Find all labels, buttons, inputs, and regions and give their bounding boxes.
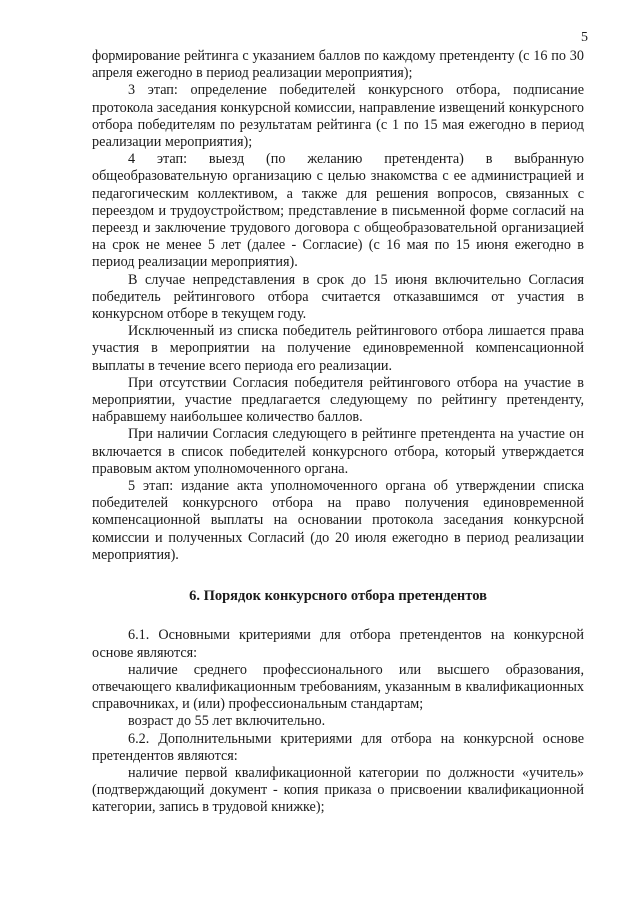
list-item: наличие первой квалификационной категории по должности «учитель» (подтверждающий документ - копия приказа о присвоении квалификационной категории, запись в трудовой книжке); <box>92 764 584 816</box>
document-body <box>92 48 584 817</box>
paragraph: формирование рейтинга с указанием баллов по каждому претенденту (с 16 по 30 апреля ежегодно в период реализации мероприятия); <box>92 48 584 82</box>
paragraph: Исключенный из списка победитель рейтингового отбора лишается права участия в мероприятии на получение единовременной компенсационной выплаты в течение всего периода его реализации. <box>92 323 584 374</box>
paragraph: 4 этап: выезд (по желанию претендента) в выбранную общеобразовательную организацию с целью знакомства с ее администрацией и педагогическим коллективом, а также для решения вопросов, связанных с переездом и трудоустройством; представление в письменной форме согласий на переезд и заключение трудового договора с общеобразовательной организацией на срок не менее 5 лет (далее - Согласие) (с 16 мая по 15 июня ежегодно в период реализации мероприятия). <box>92 151 584 271</box>
paragraph: При наличии Согласия следующего в рейтинге претендента на участие он включается в список победителей конкурсного отбора, который утверждается правовым актом уполномоченного органа. <box>92 426 584 477</box>
section-heading: 6. Порядок конкурсного отбора претендентов <box>189 588 487 605</box>
paragraph: 6.2. Дополнительными критериями для отбора на конкурсной основе претендентов являются: <box>92 730 584 764</box>
list-item: наличие среднего профессионального или высшего образования, отвечающего квалификационным требованиям, указанным в квалификационных справочниках, и (или) профессиональным стандартам; <box>92 661 584 713</box>
list-item: возраст до 55 лет включительно. <box>128 713 326 730</box>
paragraph: При отсутствии Согласия победителя рейтингового отбора на участие в мероприятии, участие предлагается следующему по рейтингу претенденту, набравшему наибольшее количество баллов. <box>92 374 584 426</box>
page-number: 5 <box>581 30 588 45</box>
paragraph: В случае непредставления в срок до 15 июня включительно Согласия победитель рейтингового отбора считается отказавшимся от участия в конкурсном отборе в текущем году. <box>92 271 584 323</box>
paragraph: 5 этап: издание акта уполномоченного органа об утверждении списка победителей конкурсного отбора на право получения единовременной компенсационной выплаты на основании протокола заседания конкурсной комиссии и полученных Согласий (до 20 июля ежегодно в период реализации мероприятия). <box>92 478 584 563</box>
paragraph: 6.1. Основными критериями для отбора претендентов на конкурсной основе являются: <box>92 627 584 661</box>
paragraph: 3 этап: определение победителей конкурсного отбора, подписание протокола заседания конкурсной комиссии, направление извещений конкурсного отбора победителям по результатам рейтинга (с 1 по 15 мая ежегодно в период реализации мероприятия); <box>92 82 584 151</box>
